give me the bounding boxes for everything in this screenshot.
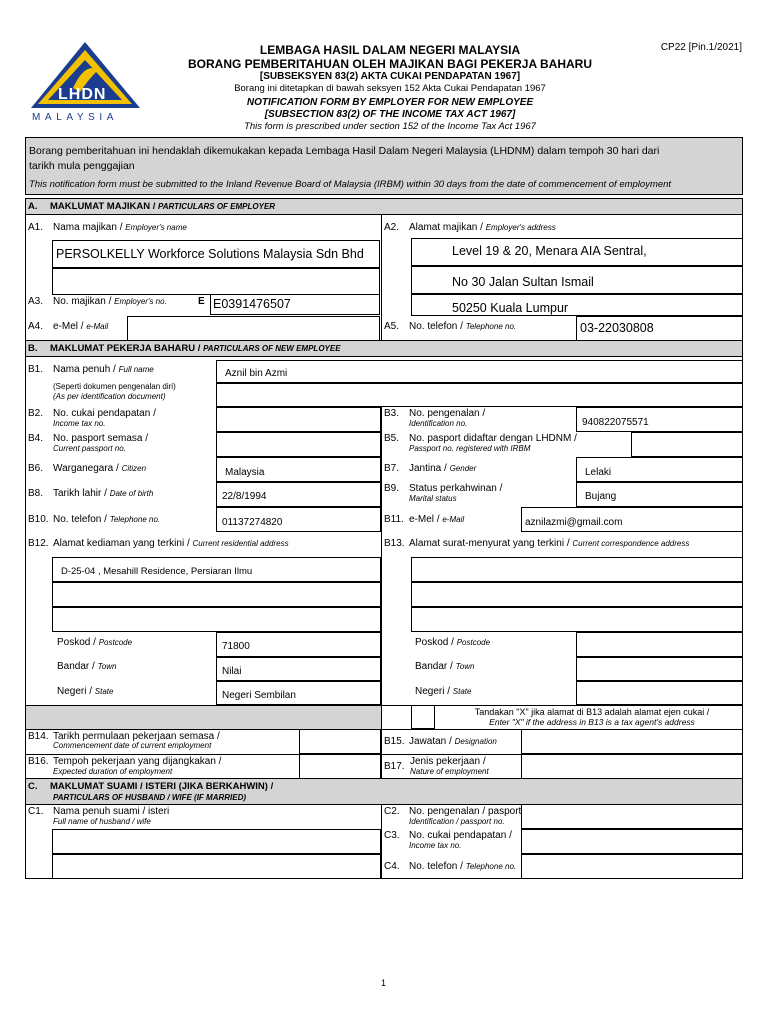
page-number: 1: [381, 978, 387, 988]
title-line-2: BORANG PEMBERITAHUAN OLEH MAJIKAN BAGI PEKERJA BAHARU: [187, 57, 592, 71]
section-c-title: C. MAKLUMAT SUAMI / ISTERI (JIKA BERKAHWIN) / PARTICULARS OF HUSBAND / WIFE (IF MARRIED): [28, 781, 274, 802]
a3-label: A3. No. majikan / Employer's no.: [28, 296, 167, 307]
employee-email-value: aznilazmi@gmail.com: [525, 517, 623, 528]
employer-address-line-2[interactable]: [411, 266, 743, 294]
logo-country: MALAYSIA: [32, 112, 119, 123]
b14-label: B14. Tarikh permulaan pekerjaan semasa / Commencement date of current employment: [28, 731, 220, 750]
full-name-value: Aznil bin Azmi: [225, 368, 288, 379]
b4-label: B4. No. pasport semasa / Current passport no.: [28, 433, 149, 453]
spouse-phone-field[interactable]: [521, 854, 743, 879]
spouse-name-line-1[interactable]: [52, 829, 381, 854]
current-passport-field[interactable]: [216, 432, 381, 457]
b15-label: B15. Jawatan / Designation: [384, 736, 497, 747]
correspondence-address-line-2[interactable]: [411, 582, 743, 607]
tax-agent-note: Tandakan "X" jika alamat di B13 adalah alamat ejen cukai / Enter "X" if the address in B13 is a tax agent's address: [474, 707, 710, 727]
residential-address-line-1[interactable]: [52, 557, 381, 582]
marital-status-value: Bujang: [585, 491, 617, 502]
a4-label: A4. e-Mel / e-Mail: [28, 321, 109, 332]
employer-name-line-2[interactable]: [52, 268, 380, 295]
residential-address-line-2[interactable]: [52, 582, 381, 607]
b1-note: (Seperti dokumen pengenalan diri) (As per identification document): [53, 382, 176, 401]
a1-label: A1. Nama majikan / Employer's name: [28, 222, 187, 233]
b2-label: B2. No. cukai pendapatan / Income tax no.: [28, 408, 156, 428]
employer-name-field[interactable]: [52, 240, 380, 268]
logo-text: LHDN: [58, 86, 107, 103]
employer-address-line-1-value: Level 19 & 20, Menara AIA Sentral,: [452, 244, 647, 258]
b3-label: B3. No. pengenalan / Identification no.: [384, 408, 486, 428]
employee-email-field[interactable]: [521, 507, 743, 532]
registered-passport-field[interactable]: [631, 432, 743, 457]
title-line-6: [SUBSECTION 83(2) OF THE INCOME TAX ACT 1967]: [264, 109, 516, 120]
citizen-field[interactable]: [216, 457, 381, 482]
tax-agent-checkbox[interactable]: [411, 705, 435, 729]
title-line-7: This form is prescribed under section 152 of the Income Tax Act 1967: [244, 121, 536, 132]
identification-no-field[interactable]: [576, 407, 743, 432]
b13-town-label: Bandar / Town: [415, 661, 475, 672]
residential-town-field[interactable]: [216, 657, 381, 681]
full-name-line-2[interactable]: [216, 383, 743, 407]
b7-label: B7. Jantina / Gender: [384, 463, 477, 474]
spouse-tax-no-field[interactable]: [521, 829, 743, 854]
commencement-date-field[interactable]: [299, 729, 381, 754]
employer-email-field[interactable]: [127, 316, 380, 341]
employer-phone-value: 03-22030808: [580, 321, 654, 335]
full-name-field[interactable]: [216, 360, 743, 383]
b8-label: B8. Tarikh lahir / Date of birth: [28, 488, 154, 499]
a2-label: A2. Alamat majikan / Employer's address: [384, 222, 556, 233]
b9-label: B9. Status perkahwinan / Marital status: [384, 483, 503, 503]
b12-label: B12. Alamat kediaman yang terkini / Current residential address: [28, 538, 289, 549]
c4-label: C4. No. telefon / Telephone no.: [384, 861, 517, 872]
citizen-value: Malaysia: [225, 467, 265, 478]
b16-label: B16. Tempoh pekerjaan yang dijangkakan / Expected duration of employment: [28, 756, 222, 776]
residential-state-field[interactable]: [216, 681, 381, 705]
employer-address-line-3[interactable]: [411, 294, 743, 316]
form-code: CP22 [Pin.1/2021]: [660, 42, 742, 53]
residential-state-value: Negeri Sembilan: [222, 690, 296, 701]
lhdn-logo: [28, 40, 143, 126]
c2-label: C2. No. pengenalan / pasport Identification / passport no.: [384, 806, 522, 826]
employer-no-field[interactable]: [210, 294, 380, 315]
employer-phone-field[interactable]: [576, 316, 743, 341]
notice-box: [25, 137, 743, 195]
b10-label: B10. No. telefon / Telephone no.: [28, 514, 161, 525]
a5-label: A5. No. telefon / Telephone no.: [384, 321, 517, 332]
notice-malay-line1: Borang pemberitahuan ini hendaklah dikemukakan kepada Lembaga Hasil Dalam Negeri Malaysia (LHDNM) dalam tempoh 30 hari dari: [29, 145, 660, 157]
employer-address-line-3-value: 50250 Kuala Lumpur: [452, 301, 569, 315]
employer-address-line-2-value: No 30 Jalan Sultan Ismail: [452, 275, 594, 289]
b17-label: Jenis pekerjaan / Nature of employment: [410, 756, 489, 776]
identification-no-value: 940822075571: [582, 417, 649, 428]
residential-address-line-3[interactable]: [52, 607, 381, 632]
date-of-birth-field[interactable]: [216, 482, 381, 507]
correspondence-postcode-field[interactable]: [576, 632, 743, 657]
designation-field[interactable]: [521, 729, 743, 754]
b1-label: B1. Nama penuh / Full name: [28, 364, 154, 375]
residential-address-line-1-value: D-25-04 , Mesahill Residence, Persiaran Ilmu: [61, 566, 253, 577]
spouse-name-line-2[interactable]: [52, 854, 381, 879]
notice-malay-line2: tarikh mula penggajian: [29, 160, 135, 172]
b11-label: B11. e-Mel / e-Mail: [384, 514, 465, 525]
correspondence-address-line-3[interactable]: [411, 607, 743, 632]
notice-english: This notification form must be submitted to the Inland Revenue Board of Malaysia (IRBM) within 30 days from the date of commencement of employment: [29, 179, 672, 190]
b12-town-label: Bandar / Town: [57, 661, 117, 672]
section-a-title: A. MAKLUMAT MAJIKAN / PARTICULARS OF EMPLOYER: [28, 201, 276, 212]
b6-label: B6. Warganegara / Citizen: [28, 463, 147, 474]
title-line-1: LEMBAGA HASIL DALAM NEGERI MALAYSIA: [259, 43, 521, 57]
b17-code: B17.: [384, 761, 405, 772]
correspondence-state-field[interactable]: [576, 681, 743, 705]
residential-postcode-value: 71800: [222, 641, 250, 652]
b13-postcode-label: Poskod / Postcode: [415, 637, 491, 648]
residential-postcode-field[interactable]: [216, 632, 381, 657]
c3-label: C3. No. cukai pendapatan / Income tax no.: [384, 830, 512, 850]
c1-label: C1. Nama penuh suami / isteri Full name of husband / wife: [28, 806, 170, 826]
income-tax-no-field[interactable]: [216, 407, 381, 432]
title-line-3: [SUBSEKSYEN 83(2) AKTA CUKAI PENDAPATAN 1967]: [259, 71, 521, 82]
b12-postcode-label: Poskod / Postcode: [57, 637, 133, 648]
date-of-birth-value: 22/8/1994: [222, 491, 267, 502]
spouse-id-field[interactable]: [521, 804, 743, 829]
employee-phone-value: 01137274820: [222, 517, 283, 528]
title-line-5: NOTIFICATION FORM BY EMPLOYER FOR NEW EMPLOYEE: [246, 97, 534, 108]
correspondence-address-line-1[interactable]: [411, 557, 743, 582]
residential-town-value: Nilai: [222, 666, 242, 677]
employee-phone-field[interactable]: [216, 507, 381, 532]
b12-state-label: Negeri / State: [57, 686, 114, 697]
b13-state-label: Negeri / State: [415, 686, 472, 697]
correspondence-town-field[interactable]: [576, 657, 743, 681]
employer-no-value: E0391476507: [213, 297, 291, 311]
employer-name-value: PERSOLKELLY Workforce Solutions Malaysia Sdn Bhd: [56, 247, 364, 261]
a3-prefix: E: [198, 296, 205, 307]
expected-duration-field[interactable]: [299, 754, 381, 779]
section-b-title: B. MAKLUMAT PEKERJA BAHARU / PARTICULARS OF NEW EMPLOYEE: [28, 343, 341, 354]
marital-status-field[interactable]: [576, 482, 743, 507]
b13-note-band: [26, 706, 381, 729]
employer-address-line-1[interactable]: [411, 238, 743, 266]
title-line-4: Borang ini ditetapkan di bawah seksyen 152 Akta Cukai Pendapatan 1967: [234, 83, 546, 94]
gender-field[interactable]: [576, 457, 743, 482]
b13-label: B13. Alamat surat-menyurat yang terkini / Current correspondence address: [384, 538, 690, 549]
b5-label: B5. No. pasport didaftar dengan LHDNM / Passport no. registered with IRBM: [384, 433, 577, 453]
nature-of-employment-field[interactable]: [521, 754, 743, 779]
gender-value: Lelaki: [585, 467, 612, 478]
